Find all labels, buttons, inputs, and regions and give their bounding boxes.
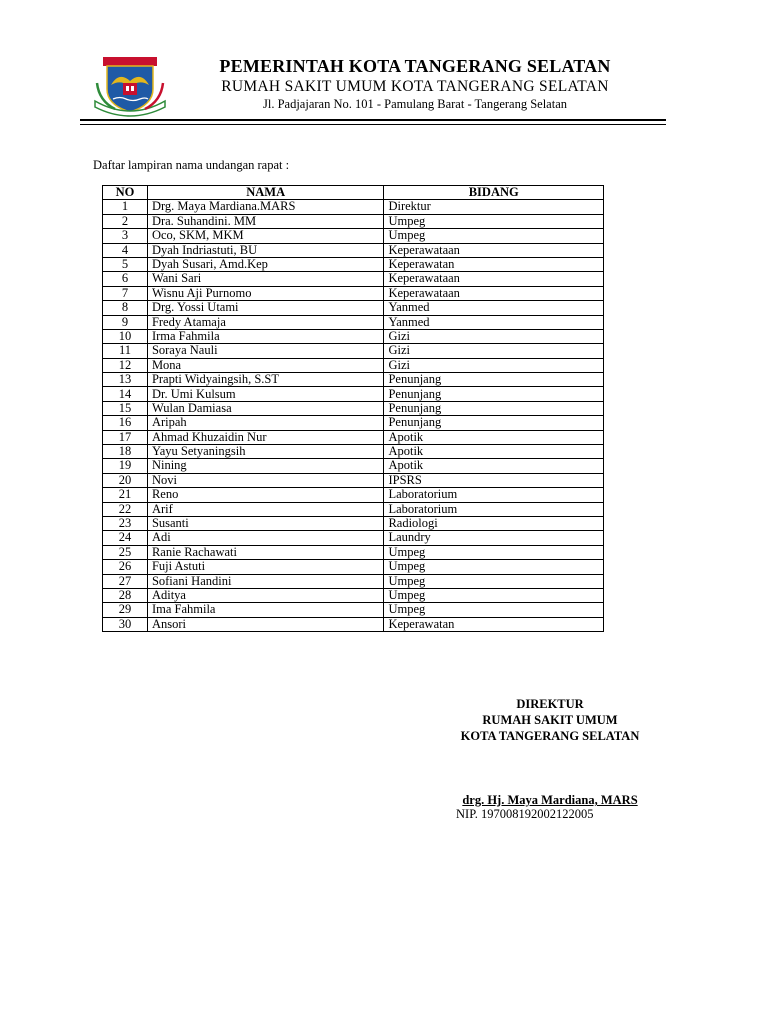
cell-bidang: Yanmed <box>384 301 604 315</box>
cell-no: 20 <box>103 473 148 487</box>
cell-bidang: Umpeg <box>384 229 604 243</box>
table-row <box>103 344 604 358</box>
cell-no: 29 <box>103 603 148 617</box>
cell-no: 14 <box>103 387 148 401</box>
cell-no: 26 <box>103 560 148 574</box>
cell-no: 10 <box>103 329 148 343</box>
cell-no: 9 <box>103 315 148 329</box>
table-row <box>103 358 604 372</box>
cell-no: 12 <box>103 358 148 372</box>
cell-bidang: Keperawatan <box>384 257 604 271</box>
table-row <box>103 531 604 545</box>
header-address: Jl. Padjajaran No. 101 - Pamulang Barat - Tangerang Selatan <box>262 97 568 111</box>
cell-no: 24 <box>103 531 148 545</box>
table-row <box>103 617 604 631</box>
table-row <box>103 373 604 387</box>
table-row <box>103 387 604 401</box>
cell-nama: Dr. Umi Kulsum <box>147 387 384 401</box>
cell-no: 22 <box>103 502 148 516</box>
table-header-row <box>103 186 604 200</box>
cell-no: 1 <box>103 200 148 214</box>
cell-bidang: Gizi <box>384 329 604 343</box>
cell-bidang: Gizi <box>384 358 604 372</box>
cell-nama: Ima Fahmila <box>147 603 384 617</box>
cell-nama: Adi <box>147 531 384 545</box>
intro-text: Daftar lampiran nama undangan rapat : <box>93 158 290 172</box>
signature-block <box>400 696 700 744</box>
signature-position: DIREKTUR <box>516 697 584 711</box>
signatory-name: drg. Hj. Maya Mardiana, MARS <box>462 793 638 807</box>
cell-bidang: Laundry <box>384 531 604 545</box>
cell-nama: Irma Fahmila <box>147 329 384 343</box>
cell-nama: Fredy Atamaja <box>147 315 384 329</box>
cell-no: 13 <box>103 373 148 387</box>
cell-no: 23 <box>103 516 148 530</box>
cell-nama: Prapti Widyaingsih, S.ST <box>147 373 384 387</box>
table-row <box>103 473 604 487</box>
table-row <box>103 574 604 588</box>
table-row <box>103 401 604 415</box>
cell-no: 19 <box>103 459 148 473</box>
cell-nama: Wulan Damiasa <box>147 401 384 415</box>
cell-no: 11 <box>103 344 148 358</box>
cell-bidang: Penunjang <box>384 401 604 415</box>
table-row <box>103 430 604 444</box>
cell-no: 3 <box>103 229 148 243</box>
column-header-no: NO <box>103 186 148 200</box>
cell-nama: Aditya <box>147 588 384 602</box>
cell-bidang: Penunjang <box>384 387 604 401</box>
cell-nama: Arif <box>147 502 384 516</box>
header-subtitle: RUMAH SAKIT UMUM KOTA TANGERANG SELATAN <box>221 78 609 95</box>
cell-nama: Novi <box>147 473 384 487</box>
column-header-nama: NAMA <box>147 186 384 200</box>
cell-no: 7 <box>103 286 148 300</box>
table-row <box>103 603 604 617</box>
table-row <box>103 560 604 574</box>
cell-no: 2 <box>103 214 148 228</box>
table-row <box>103 286 604 300</box>
cell-no: 5 <box>103 257 148 271</box>
header-divider-thick <box>80 119 666 121</box>
header-title: PEMERINTAH KOTA TANGERANG SELATAN <box>219 56 611 76</box>
table-row <box>103 445 604 459</box>
invitee-table <box>102 185 604 632</box>
cell-bidang: Apotik <box>384 459 604 473</box>
cell-nama: Ranie Rachawati <box>147 545 384 559</box>
cell-bidang: Penunjang <box>384 373 604 387</box>
cell-nama: Fuji Astuti <box>147 560 384 574</box>
cell-no: 4 <box>103 243 148 257</box>
cell-nama: Wani Sari <box>147 272 384 286</box>
cell-bidang: Umpeg <box>384 574 604 588</box>
cell-bidang: Umpeg <box>384 560 604 574</box>
cell-nama: Ansori <box>147 617 384 631</box>
table-row <box>103 502 604 516</box>
table-row <box>103 243 604 257</box>
table-body <box>103 200 604 632</box>
cell-bidang: Yanmed <box>384 315 604 329</box>
cell-nama: Oco, SKM, MKM <box>147 229 384 243</box>
table-row <box>103 588 604 602</box>
table-row <box>103 516 604 530</box>
cell-bidang: Laboratorium <box>384 488 604 502</box>
table-row <box>103 214 604 228</box>
cell-no: 27 <box>103 574 148 588</box>
table-row <box>103 545 604 559</box>
table-row <box>103 416 604 430</box>
cell-nama: Drg. Maya Mardiana.MARS <box>147 200 384 214</box>
cell-no: 16 <box>103 416 148 430</box>
cell-bidang: Umpeg <box>384 545 604 559</box>
cell-no: 18 <box>103 445 148 459</box>
signature-city: KOTA TANGERANG SELATAN <box>460 729 640 743</box>
cell-nama: Mona <box>147 358 384 372</box>
cell-no: 25 <box>103 545 148 559</box>
city-crest-logo <box>93 55 167 117</box>
cell-nama: Reno <box>147 488 384 502</box>
cell-bidang: Umpeg <box>384 214 604 228</box>
table-row <box>103 272 604 286</box>
cell-bidang: Radiologi <box>384 516 604 530</box>
cell-nama: Aripah <box>147 416 384 430</box>
cell-nama: Yayu Setyaningsih <box>147 445 384 459</box>
signatory-nip: NIP. 197008192002122005 <box>456 807 594 821</box>
cell-nama: Dra. Suhandini. MM <box>147 214 384 228</box>
cell-bidang: Keperawatan <box>384 617 604 631</box>
cell-nama: Sofiani Handini <box>147 574 384 588</box>
cell-bidang: Umpeg <box>384 603 604 617</box>
signature-institution: RUMAH SAKIT UMUM <box>482 713 618 727</box>
cell-nama: Dyah Susari, Amd.Kep <box>147 257 384 271</box>
cell-bidang: Apotik <box>384 430 604 444</box>
cell-bidang: IPSRS <box>384 473 604 487</box>
table-row <box>103 229 604 243</box>
cell-nama: Susanti <box>147 516 384 530</box>
cell-no: 8 <box>103 301 148 315</box>
cell-bidang: Laboratorium <box>384 502 604 516</box>
cell-nama: Wisnu Aji Purnomo <box>147 286 384 300</box>
table-row <box>103 315 604 329</box>
cell-bidang: Gizi <box>384 344 604 358</box>
column-header-bidang: BIDANG <box>384 186 604 200</box>
cell-no: 21 <box>103 488 148 502</box>
table-row <box>103 200 604 214</box>
cell-nama: Nining <box>147 459 384 473</box>
cell-bidang: Keperawataan <box>384 272 604 286</box>
cell-nama: Drg. Yossi Utami <box>147 301 384 315</box>
cell-bidang: Keperawataan <box>384 286 604 300</box>
cell-no: 15 <box>103 401 148 415</box>
table-row <box>103 459 604 473</box>
cell-no: 30 <box>103 617 148 631</box>
cell-bidang: Direktur <box>384 200 604 214</box>
cell-nama: Soraya Nauli <box>147 344 384 358</box>
cell-bidang: Apotik <box>384 445 604 459</box>
cell-nama: Dyah Indriastuti, BU <box>147 243 384 257</box>
cell-bidang: Keperawataan <box>384 243 604 257</box>
header-divider-thin <box>80 124 666 125</box>
cell-no: 6 <box>103 272 148 286</box>
cell-bidang: Umpeg <box>384 588 604 602</box>
cell-nama: Ahmad Khuzaidin Nur <box>147 430 384 444</box>
cell-bidang: Penunjang <box>384 416 604 430</box>
table-row <box>103 488 604 502</box>
table-row <box>103 301 604 315</box>
table-row <box>103 329 604 343</box>
cell-no: 28 <box>103 588 148 602</box>
cell-no: 17 <box>103 430 148 444</box>
table-row <box>103 257 604 271</box>
